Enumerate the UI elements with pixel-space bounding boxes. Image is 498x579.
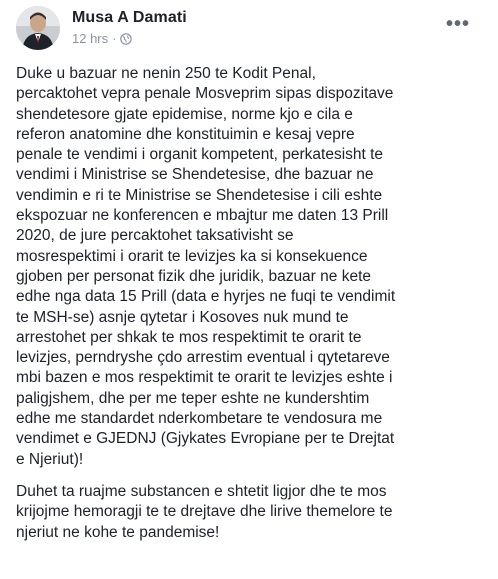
text-line: paligjshem, dhe per me teper eshte ne kundershtim [16,389,370,407]
author-avatar[interactable] [16,6,60,50]
text-line: shendetesore gjate epidemise, norme kjo e cila e [16,105,353,123]
text-line: arrestohet per shkak te mos respektimit te orarit te [16,328,362,346]
text-line: edhe nga data 15 Prill (data e hyrjes ne fuqi te vendimit [16,288,396,306]
text-line: gjoben per personat fizik dhe juridik, bazuar ne kete [16,267,371,285]
globe-icon [120,33,132,45]
text-line: referon anatomine dhe konstituimin e kesaj vepre [16,125,355,143]
text-line: mosrespektimi i orarit te levizjes ka si konsekuence [16,247,368,265]
text-line: ekspozuar ne konferencen e mbajtur me daten 13 Prill [16,207,389,225]
text-line: percaktohet vepra penale Mosveprim sipas dispozitave [16,85,394,103]
text-line: mbi bazen e mos respektimit te orarit te levizjes eshte i [16,369,393,387]
avatar-photo [16,6,60,50]
text-line: njeriut ne kohe te pandemise! [16,523,220,541]
text-line: 2020, de jure percaktohet taksativisht se [16,227,294,245]
author-name[interactable]: Musa A Damati [72,9,187,26]
text-line: penale te vendimi i organit kompetent, perkatesisht te [16,146,384,164]
post-paragraph-2 [16,482,484,543]
post-paragraph-1 [16,64,484,470]
post-meta [72,31,132,46]
text-line: vendimi i Ministrise se Shendetesise, dhe bazuar ne [16,166,374,184]
more-options-icon[interactable]: ••• [445,13,470,35]
text-line: te MSH-se) asnje qytetar i Kosoves nuk mund te [16,308,349,326]
text-line: vendimet e GJEDNJ (Gjykates Evropiane per te Drejtat [16,430,395,448]
text-line: krijojme hemoragji te te drejtave dhe lirive themelore te [16,503,393,521]
text-line: Duke u bazuar ne nenin 250 te Kodit Penal, [16,65,316,82]
text-line: vendimin e ri te Ministrise se Shendetesise i cili eshte [16,186,383,204]
post-timestamp[interactable]: 12 hrs [72,31,109,46]
post-header [16,6,482,52]
text-line: Duhet ta ruajme substancen e shtetit ligjor dhe te mos [16,482,387,500]
text-line: e Njeriut)! [16,450,84,468]
meta-separator: · [112,31,117,46]
text-line: levizjes, perndryshe çdo arrestim eventual i qytetareve [16,349,390,367]
text-line: edhe me standardet nderkombetare te vendosura me [16,410,383,428]
paragraph-spacer [16,470,484,482]
post-body [16,64,484,543]
